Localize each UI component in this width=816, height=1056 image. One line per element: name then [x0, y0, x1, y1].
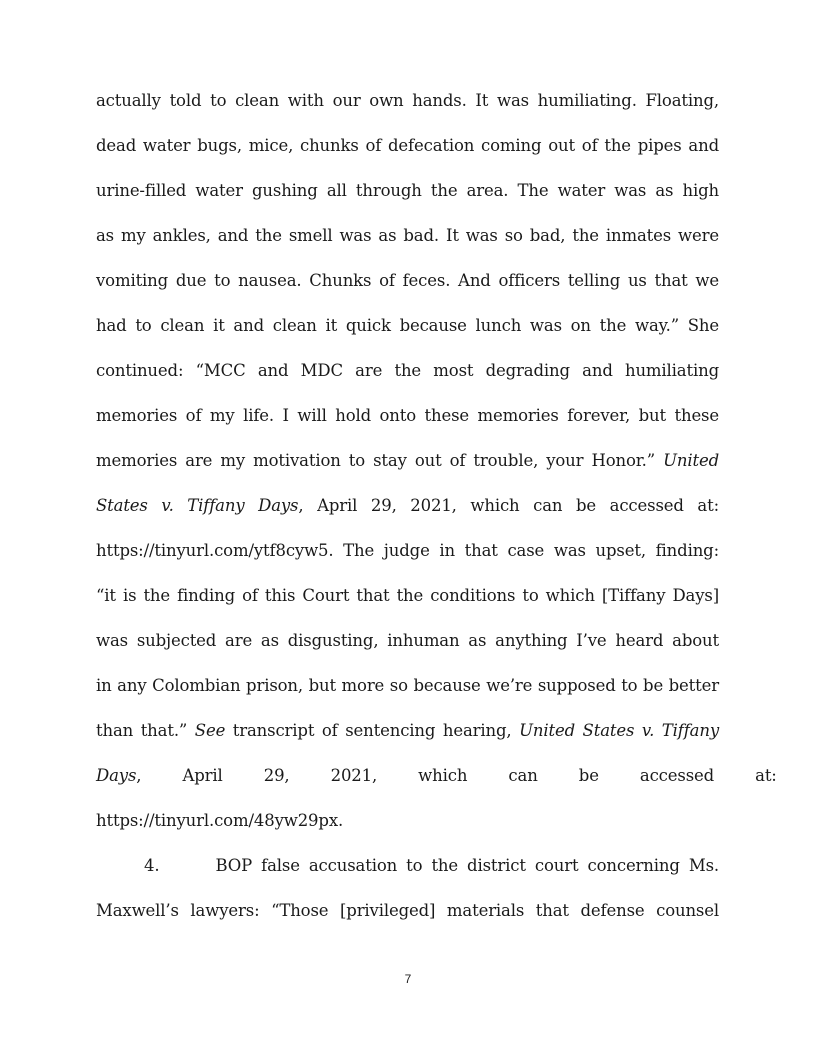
body-text-line: continued: “MCC and MDC are the most degrading and humiliating	[96, 361, 719, 380]
paragraph-number: 4.	[144, 856, 160, 875]
body-text-line: actually told to clean with our own hands. It was humiliating. Floating,	[96, 91, 719, 110]
body-text-line: than that.” See transcript of sentencing hearing, United States v. Tiffany	[96, 721, 719, 740]
body-text-line: as my ankles, and the smell was as bad. It was so bad, the inmates were	[96, 226, 719, 245]
body-text-line: vomiting due to nausea. Chunks of feces. And officers telling us that we	[96, 271, 719, 290]
body-text-line: urine-filled water gushing all through the area. The water was as high	[96, 181, 719, 200]
body-text-line: memories are my motivation to stay out of trouble, your Honor.” United	[96, 451, 719, 470]
signal-italic: See	[194, 721, 226, 740]
case-citation-italic: Days	[96, 766, 137, 785]
body-text-line: had to clean it and clean it quick because lunch was on the way.” She	[96, 316, 719, 335]
body-text-line: States v. Tiffany Days, April 29, 2021, which can be accessed at:	[96, 496, 719, 515]
case-citation-italic: United States v. Tiffany	[519, 721, 719, 740]
body-text-line: in any Colombian prison, but more so because we’re supposed to be better	[96, 676, 719, 695]
case-citation-italic: United	[663, 451, 719, 470]
body-text-line: dead water bugs, mice, chunks of defecation coming out of the pipes and	[96, 136, 719, 155]
body-text-line: memories of my life. I will hold onto these memories forever, but these	[96, 406, 719, 425]
page-number: 7	[404, 972, 412, 986]
body-text-line: was subjected are as disgusting, inhuman as anything I’ve heard about	[96, 631, 719, 650]
body-text-line: https://tinyurl.com/48yw29px.	[96, 811, 344, 830]
body-text-line: Maxwell’s lawyers: “Those [privileged] materials that defense counsel	[96, 901, 719, 920]
body-text-line: Days, April 29, 2021, which can be accessed at:	[96, 766, 777, 785]
body-text-line: https://tinyurl.com/ytf8cyw5. The judge in that case was upset, finding:	[96, 541, 719, 560]
numbered-paragraph-line: 4. BOP false accusation to the district court concerning Ms.	[144, 856, 719, 875]
body-text-line: “it is the finding of this Court that the conditions to which [Tiffany Days]	[96, 586, 719, 605]
case-citation-italic: States v. Tiffany Days	[96, 496, 299, 515]
